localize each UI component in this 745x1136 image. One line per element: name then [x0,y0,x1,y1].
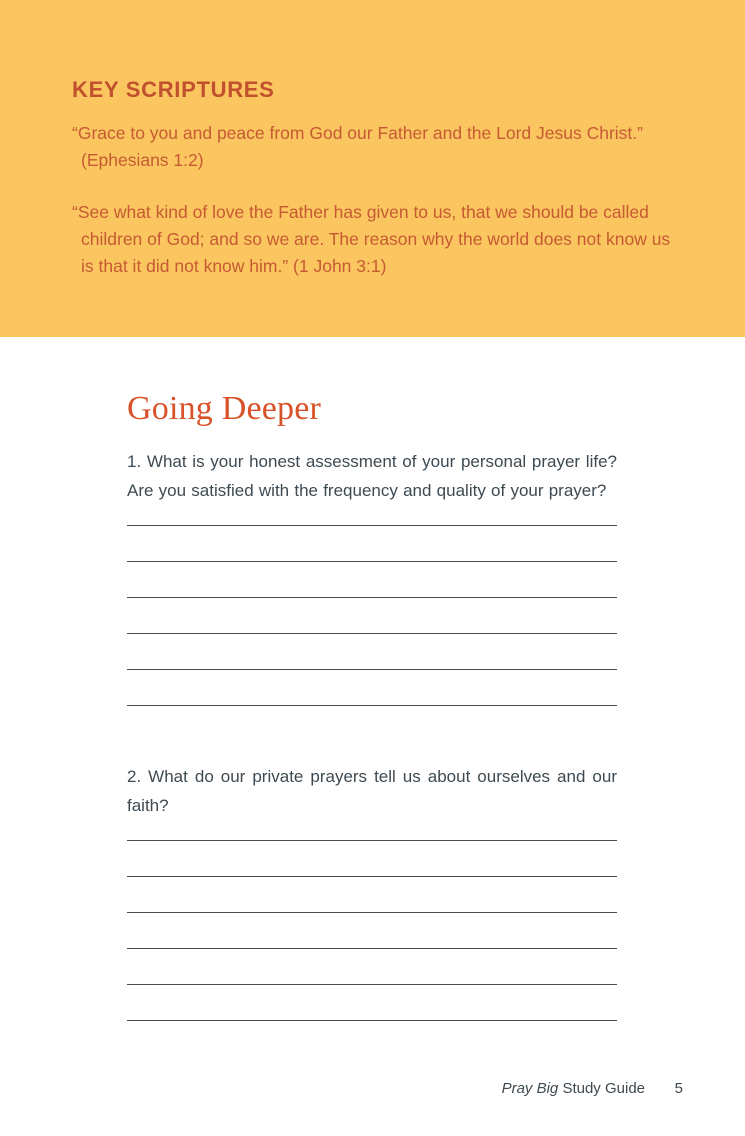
answer-line[interactable] [127,912,617,948]
answer-line[interactable] [127,705,617,741]
key-scriptures-heading: KEY SCRIPTURES [72,77,275,102]
answer-lines-2[interactable] [127,840,617,1056]
answer-lines-1[interactable] [127,525,617,741]
footer-book-title [502,1080,645,1097]
question-block-1 [127,448,617,741]
answer-line[interactable] [127,1020,617,1056]
going-deeper-heading: Going Deeper [127,390,322,427]
main-content [0,337,745,1056]
scripture-quote-2: “See what kind of love the Father has given to us, that we should be called children of God; and so we are. The reason why the world does not know us is that it did not know him.” (1 John 3:1) [72,202,671,277]
answer-line[interactable] [127,840,617,876]
answer-line[interactable] [127,525,617,561]
page-number: 5 [674,1080,683,1097]
scripture-quote-1: “Grace to you and peace from God our Father and the Lord Jesus Christ.” (Ephesians 1:2) [72,123,643,171]
question-text-1: 1. What is your honest assessment of your personal prayer life? Are you satisfied with the frequency and quality of your prayer? [127,452,617,500]
answer-line[interactable] [127,669,617,705]
footer-title-rest: Study Guide [558,1080,645,1097]
question-block-2 [127,763,617,1056]
answer-line[interactable] [127,597,617,633]
answer-line[interactable] [127,948,617,984]
question-text-2: 2. What do our private prayers tell us about ourselves and our faith? [127,767,617,815]
page-footer [0,1080,745,1104]
footer-title-italic: Pray Big [501,1080,559,1097]
answer-line[interactable] [127,561,617,597]
banner-content [72,78,672,280]
answer-line[interactable] [127,633,617,669]
answer-line[interactable] [127,984,617,1020]
answer-line[interactable] [127,876,617,912]
key-scriptures-banner [0,0,745,337]
content-column [127,337,617,1056]
